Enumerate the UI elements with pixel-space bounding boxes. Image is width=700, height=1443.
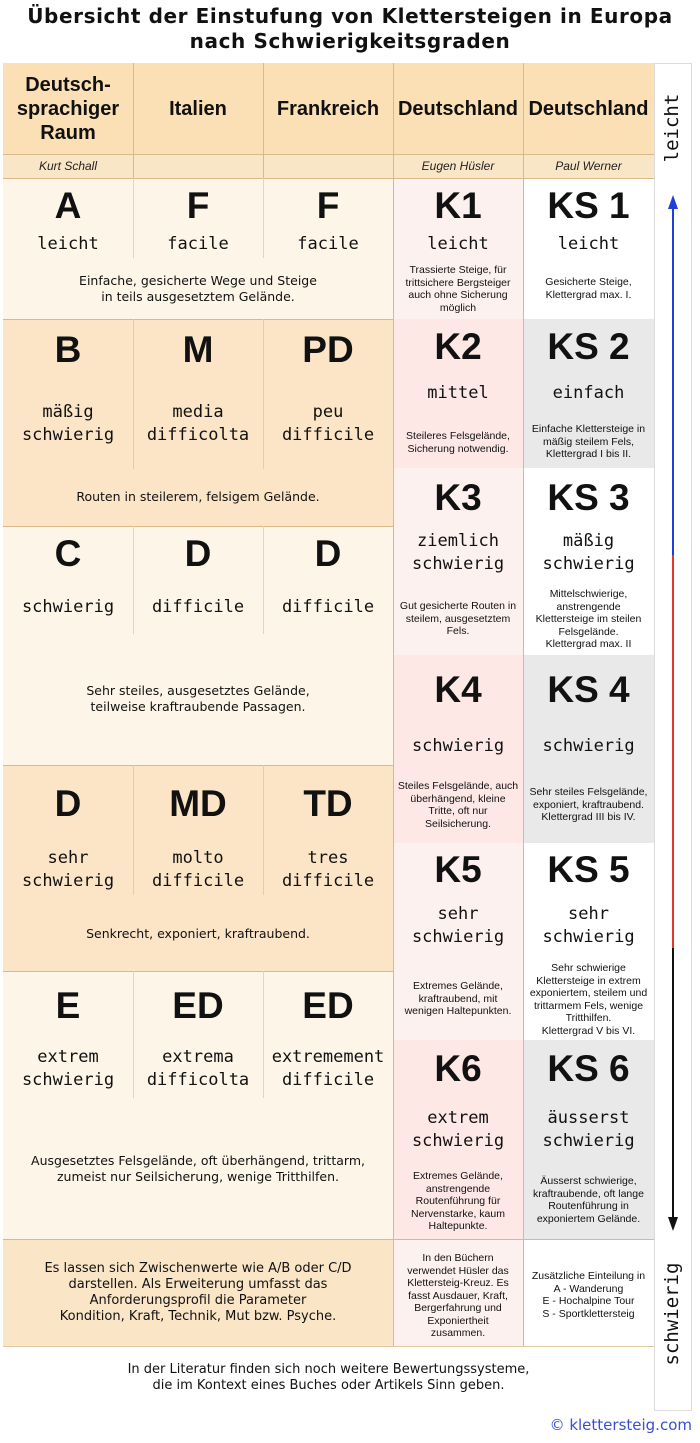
werner-grade: KS 1 [547, 185, 630, 226]
footer-left-note: Es lassen sich Zwischenwerte wie A/B oder C/D darstellen. Als Erweiterung umfasst das Anforderungsprofil die Parameter Kondition, Kraft, Technik, Mut bzw. Psyche. [44, 1261, 352, 1324]
term-cell: schwierig [21, 597, 115, 617]
werner-description: Einfache Klettersteige in mäßig steilem Fels, Klettergrad I bis II. [531, 423, 646, 460]
grade-cell: F [316, 185, 340, 226]
page-title-line-1: Übersicht der Einstufung von Klettersteigen in Europa [27, 4, 673, 28]
huesler-term: extrem schwierig [411, 1108, 505, 1151]
page-title [0, 4, 700, 54]
scale-label-schwierig: schwierig [661, 1262, 683, 1366]
huesler-grade: K1 [434, 185, 482, 226]
werner-grade: KS 5 [547, 849, 630, 890]
huesler-grade: K4 [434, 669, 482, 710]
scale-arrowhead-up [668, 195, 678, 209]
werner-grade: KS 4 [547, 669, 630, 710]
grade-cell: D [54, 783, 82, 824]
term-cell: media difficolta [146, 402, 250, 445]
author-kurt-schall: Kurt Schall [38, 159, 98, 173]
werner-term: leicht [557, 234, 620, 254]
grade-cell: D [314, 533, 342, 574]
term-cell: difficile [151, 597, 245, 617]
page-title-line-2: nach Schwierigkeitsgraden [189, 29, 511, 53]
grade-cell: ED [302, 985, 354, 1026]
term-cell: facile [297, 234, 359, 254]
grid-line [3, 1239, 654, 1240]
werner-term: einfach [552, 383, 625, 403]
grade-cell: M [182, 329, 214, 370]
grade-cell: D [184, 533, 212, 574]
term-cell: extrem schwierig [21, 1047, 115, 1090]
row-description: Routen in steilerem, felsigem Gelände. [76, 489, 320, 504]
werner-description: Gesicherte Steige, Klettergrad max. I. [545, 276, 632, 301]
huesler-term: ziemlich schwierig [411, 531, 505, 574]
header-deutschland-werner: Deutschland [528, 97, 649, 120]
header-deutschsprachiger-raum: Deutsch- sprachiger Raum [16, 73, 120, 144]
werner-grade: KS 3 [547, 477, 630, 518]
row-description: Einfache, gesicherte Wege und Steige in teils ausgesetztem Gelände. [79, 273, 317, 304]
row-description: Ausgesetztes Felsgelände, oft überhängend, trittarm, zumeist nur Seilsicherung, wenige Tritthilfen. [31, 1153, 365, 1184]
author-paul-werner: Paul Werner [555, 159, 622, 173]
werner-term: sehr schwierig [542, 904, 635, 947]
term-cell: peu difficile [281, 402, 375, 445]
author-eugen-huesler: Eugen Hüsler [421, 159, 495, 173]
grid-line [3, 178, 654, 179]
grade-cell: MD [169, 783, 227, 824]
grade-cell: C [54, 533, 82, 574]
header-deutschland-huesler: Deutschland [397, 97, 519, 120]
header-frankreich: Frankreich [276, 97, 380, 120]
huesler-term: leicht [427, 234, 489, 254]
term-cell: leicht [37, 234, 99, 254]
row-description: Senkrecht, exponiert, kraftraubend. [86, 926, 310, 941]
huesler-description: Steileres Felsgelände, Sicherung notwendig. [406, 430, 510, 455]
term-cell: difficile [281, 597, 375, 617]
row-description: Sehr steiles, ausgesetztes Gelände, teilweise kraftraubende Passagen. [86, 683, 310, 714]
huesler-description: Steiles Felsgelände, auch überhängend, kleine Tritte, oft nur Seilsicherung. [397, 780, 519, 830]
grade-cell: F [186, 185, 210, 226]
werner-description: Mittelschwierige, anstrengende Klettersteige im steilen Felsgelände. Klettergrad max. II [535, 588, 642, 650]
werner-term: äusserst schwierig [542, 1108, 635, 1151]
werner-term: schwierig [542, 736, 635, 756]
huesler-term: schwierig [411, 736, 505, 756]
grade-cell: E [55, 985, 81, 1026]
grid-line [3, 971, 393, 972]
werner-term: mäßig schwierig [542, 531, 635, 574]
grid-line [3, 765, 393, 766]
werner-description: Sehr schwierige Klettersteige in extrem exponiertem, steilem und trittarmem Fels, wenige Tritthilfen. Klettergrad V bis VI. [529, 962, 648, 1037]
term-cell: sehr schwierig [21, 848, 115, 891]
huesler-description: Gut gesicherte Routen in steilem, ausgesetztem Fels. [399, 600, 517, 637]
grade-cell: TD [303, 783, 353, 824]
werner-description: Äusserst schwierige, kraftraubende, oft lange Routenführung in exponiertem Gelände. [533, 1175, 644, 1225]
grade-cell: B [54, 329, 82, 370]
footer-huesler-note: In den Büchern verwendet Hüsler das Klettersteig-Kreuz. Es fasst Ausdauer, Kraft, Bergerfahrung und Exponiertheit zusammen. [407, 1252, 509, 1339]
scale-label-leicht: leicht [661, 93, 683, 163]
scale-arrow [654, 63, 692, 1411]
term-cell: tres difficile [281, 848, 375, 891]
werner-description: Sehr steiles Felsgelände, exponiert, kraftraubend. Klettergrad III bis IV. [529, 786, 648, 823]
huesler-term: mittel [427, 383, 489, 403]
huesler-grade: K5 [434, 849, 482, 890]
copyright-link[interactable]: © klettersteig.com [549, 1416, 692, 1434]
huesler-grade: K3 [434, 477, 482, 518]
huesler-description: Extremes Gelände, anstrengende Routenführung für Nervenstarke, kaum Haltepunkte. [411, 1170, 505, 1232]
term-cell: extremement difficile [271, 1047, 385, 1090]
grade-cell: A [54, 185, 82, 226]
huesler-grade: K2 [434, 326, 482, 367]
footer-bottom-note: In der Literatur finden sich noch weitere Bewertungssysteme, die im Kontext eines Buches oder Artikels Sinn geben. [127, 1362, 530, 1393]
footer-werner-note: Zusätzliche Einteilung in A - Wanderung E - Hochalpine Tour S - Sportklettersteig [531, 1270, 646, 1320]
term-cell: mäßig schwierig [21, 402, 115, 445]
huesler-description: Trassierte Steige, für trittsichere Bergsteiger auch ohne Sicherung möglich [405, 264, 511, 314]
werner-grade: KS 6 [547, 1048, 630, 1089]
term-cell: facile [167, 234, 229, 254]
huesler-grade: K6 [434, 1048, 482, 1089]
grade-cell: ED [172, 985, 224, 1026]
term-cell: molto difficile [151, 848, 245, 891]
huesler-description: Extremes Gelände, kraftraubend, mit wenigen Haltepunkten. [404, 980, 512, 1017]
grid-line [3, 319, 393, 320]
scale-arrowhead-down [668, 1217, 678, 1231]
huesler-term: sehr schwierig [411, 904, 505, 947]
grade-cell: PD [302, 329, 354, 370]
term-cell: extrema difficolta [146, 1047, 250, 1090]
header-italien: Italien [169, 97, 227, 120]
werner-grade: KS 2 [547, 326, 630, 367]
grid-line [3, 526, 393, 527]
